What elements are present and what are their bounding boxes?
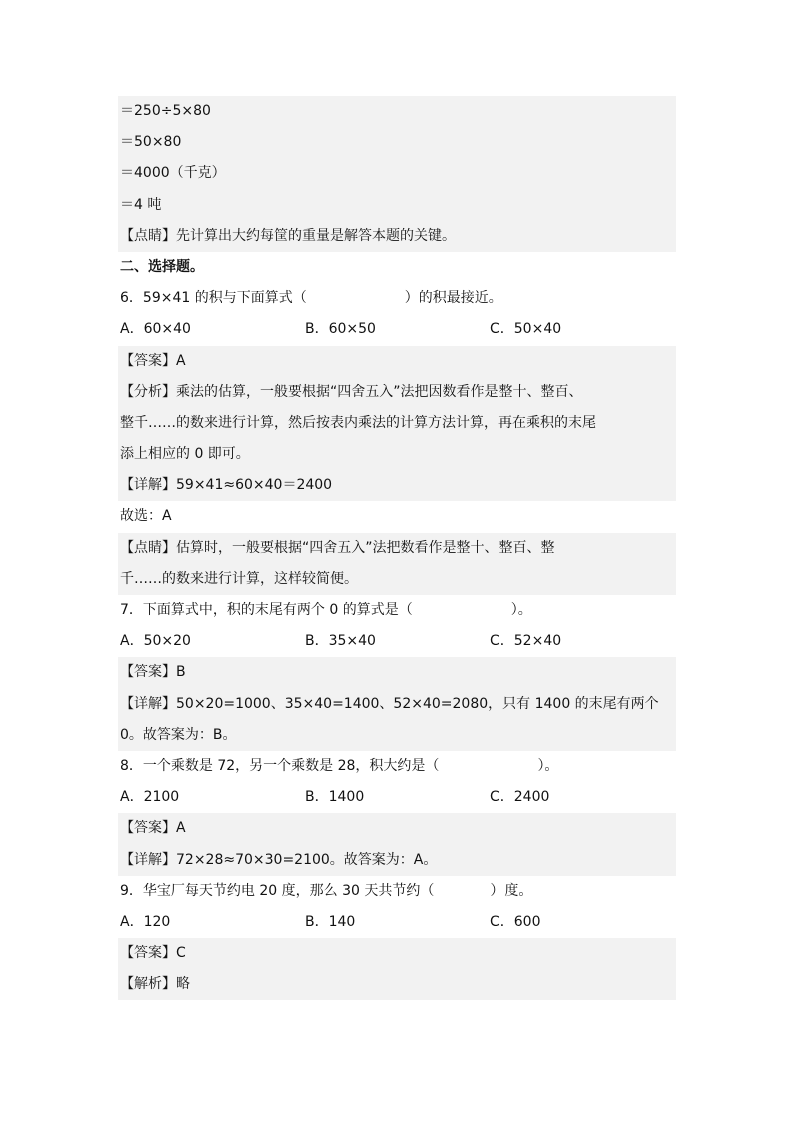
q6-analysis-line-2: 整千……的数来进行计算，然后按表内乘法的计算方法计算，再在乘积的末尾 (118, 408, 676, 439)
q8-stem (118, 751, 676, 782)
prev-solution-block (118, 96, 676, 252)
q9-stem-after: ）度。 (490, 882, 533, 899)
section-heading: 二、选择题。 (120, 258, 204, 275)
q8-option-a: A．2100 (120, 789, 180, 806)
q9-analysis: 【解析】略 (118, 969, 676, 1000)
q6-analysis-line-1: 【分析】乘法的估算，一般要根据“四舍五入”法把因数看作是整十、整百、 (118, 377, 676, 408)
q8-options (118, 782, 676, 813)
q6-stem-before: 6．59×41 的积与下面算式（ (120, 290, 307, 307)
solution-step-1: ＝250÷5×80 (118, 96, 676, 127)
q6-option-b: B．60×50 (305, 321, 376, 338)
q7-stem (118, 595, 676, 626)
document-page (118, 96, 676, 1000)
q6-stem (118, 283, 676, 314)
solution-step-4: ＝4 吨 (118, 190, 676, 221)
q6-tip-line-2: 千……的数来进行计算，这样较简便。 (118, 564, 676, 595)
q6-answer: 【答案】A (118, 346, 676, 377)
q7-option-c: C．52×40 (490, 633, 562, 650)
q8-stem-after: ）。 (537, 757, 559, 774)
q9-stem-before: 9．华宝厂每天节约电 20 度，那么 30 天共节约（ (120, 882, 435, 899)
q7-answer: 【答案】B (118, 657, 676, 688)
q7-option-b: B．35×40 (305, 633, 376, 650)
q9-option-c: C．600 (490, 913, 541, 930)
solution-step-2: ＝50×80 (118, 127, 676, 158)
q9-explanation (118, 938, 676, 1000)
q9-option-a: A．120 (120, 913, 171, 930)
q9-answer: 【答案】C (118, 938, 676, 969)
q7-detail-line-1: 【详解】50×20=1000、35×40=1400、52×40=2080，只有 1400 的末尾有两个 (118, 689, 676, 720)
q7-detail-line-2: 0。故答案为：B。 (118, 720, 676, 751)
q6-analysis-line-3: 添上相应的 0 即可。 (118, 439, 676, 470)
q6-detail: 【详解】59×41≈60×40＝2400 (118, 470, 676, 501)
q6-choice: 故选：A (120, 508, 172, 525)
q9-options (118, 907, 676, 938)
q8-stem-before: 8．一个乘数是 72，另一个乘数是 28，积大约是（ (120, 757, 440, 774)
q7-stem-after: ）。 (510, 602, 532, 618)
q9-option-b: B．140 (305, 913, 356, 930)
q8-option-b: B．1400 (305, 789, 365, 806)
q8-detail: 【详解】72×28≈70×30=2100。故答案为：A。 (118, 845, 676, 876)
q7-option-a: A．50×20 (120, 633, 191, 650)
q6-option-a: A．60×40 (120, 321, 191, 338)
q7-stem-before: 7．下面算式中，积的末尾有两个 0 的算式是（ (120, 602, 413, 618)
q6-stem-after: ）的积最接近。 (404, 290, 503, 307)
q6-options (118, 314, 676, 345)
q8-explanation (118, 813, 676, 875)
q8-option-c: C．2400 (490, 789, 550, 806)
prev-tip: 【点睛】先计算出大约每筐的重量是解答本题的关键。 (118, 221, 676, 252)
q9-stem (118, 876, 676, 907)
q6-explanation (118, 346, 676, 596)
q8-answer: 【答案】A (118, 813, 676, 844)
q7-explanation (118, 657, 676, 751)
q6-tip-line-1: 【点睛】估算时，一般要根据“四舍五入”法把数看作是整十、整百、整 (118, 533, 676, 564)
q6-option-c: C．50×40 (490, 321, 562, 338)
solution-step-3: ＝4000（千克） (118, 158, 676, 189)
q7-options (118, 626, 676, 657)
